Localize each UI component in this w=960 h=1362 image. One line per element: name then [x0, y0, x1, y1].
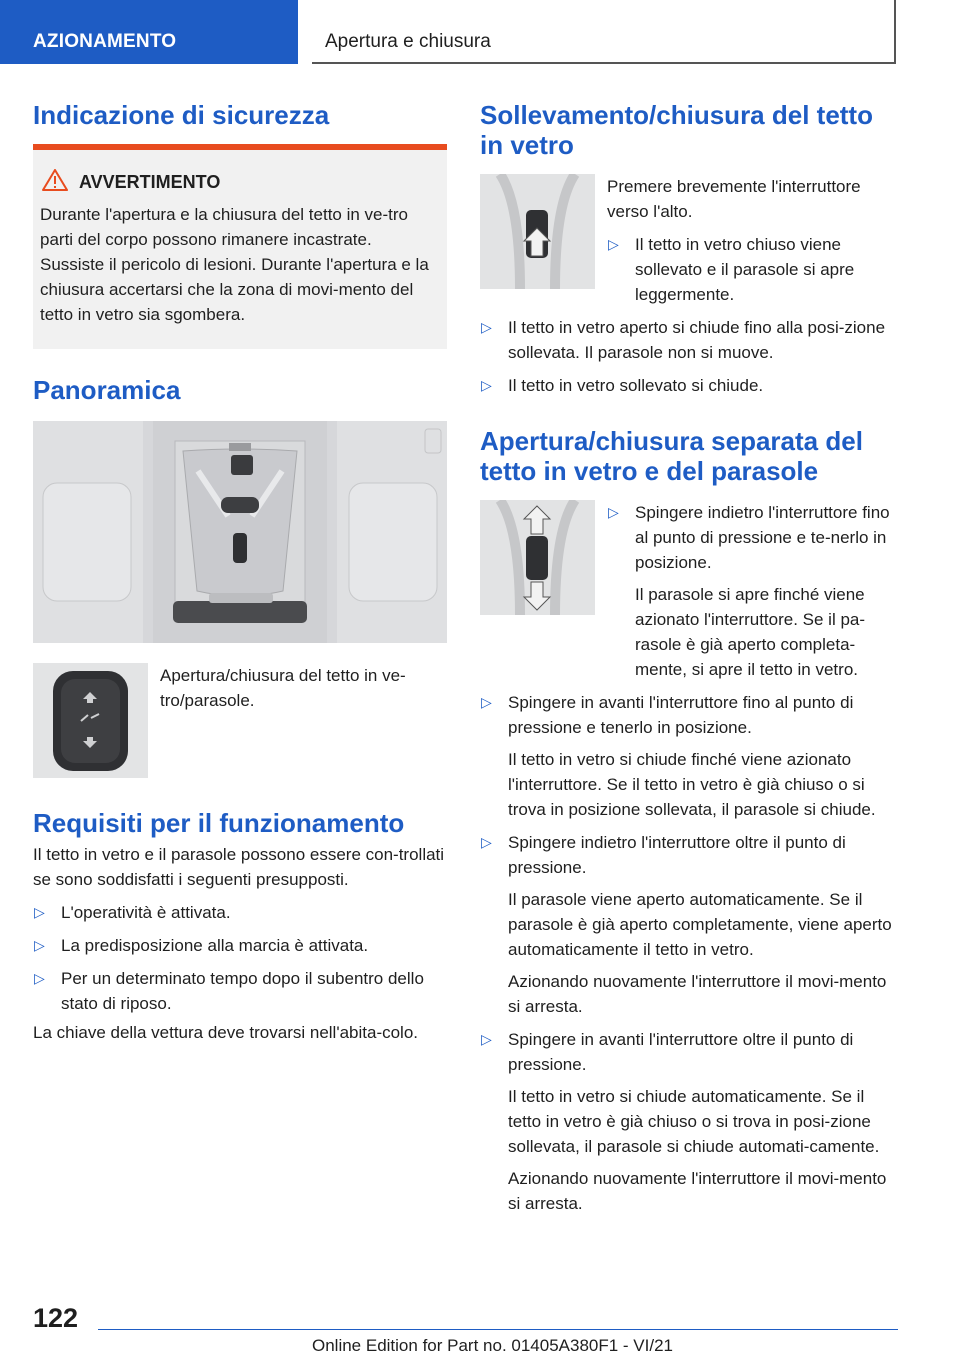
requirements-intro: Il tetto in vetro e il parasole possono essere con-trollati se sono soddisfatti i seguenti presupposti. — [33, 845, 445, 889]
bullet-triangle-icon: ▷ — [34, 904, 45, 920]
bullet-triangle-icon: ▷ — [481, 834, 492, 850]
header-chapter-title: Apertura e chiusura — [312, 0, 896, 64]
list-item: ▷ Per un determinato tempo dopo il subentro dello stato di riposo. — [33, 966, 447, 1016]
overhead-console-photo — [33, 421, 447, 643]
roof-switch-photo — [33, 663, 148, 778]
raise-heading: Sollevamento/chiusura del tetto in vetro — [480, 100, 873, 160]
list-item: ▷ La predisposizione alla marcia è attivata. — [33, 933, 447, 958]
list-item: ▷ Il tetto in vetro sollevato si chiude. — [480, 373, 898, 398]
separate-heading: Apertura/chiusura separata del tetto in vetro e del parasole — [480, 426, 863, 486]
page-number: 122 — [33, 1303, 79, 1333]
left-column — [33, 100, 447, 1045]
requirements-list — [33, 900, 447, 1016]
raise-figure — [480, 174, 898, 307]
list-item: ▷ Il tetto in vetro aperto si chiude fino alla posi-zione sollevata. Il parasole non si muove. — [480, 315, 898, 365]
separate-list — [480, 690, 898, 1216]
bullet-triangle-icon: ▷ — [34, 937, 45, 953]
switch-push-up-photo — [480, 174, 595, 289]
bullet-triangle-icon: ▷ — [481, 319, 492, 335]
switch-push-both-photo — [480, 500, 595, 615]
list-item: ▷ Il tetto in vetro chiuso viene sollevato e il parasole si apre leggermente. — [607, 232, 897, 307]
bullet-triangle-icon: ▷ — [34, 970, 45, 986]
warning-title: AVVERTIMENTO — [79, 172, 221, 192]
header-section-tab: AZIONAMENTO — [0, 0, 298, 64]
warning-triangle-icon — [40, 169, 79, 196]
list-item: ▷ Spingere indietro l'interruttore oltre il punto di pressione. Il parasole viene aperto automaticamente. Se il parasole è già aperto completamente, viene aperto automaticamente il tetto in vetro. Azionando nuovamente l'interruttore il movi-mento si arresta. — [480, 830, 898, 1019]
list-item: ▷ Spingere in avanti l'interruttore oltre il punto di pressione. Il tetto in vetro si chiude automaticamente. Se il tetto in vetro è già chiuso o si trova in posi-zione sollevata, il parasole si chiude automati-camente. Azionando nuovamente l'interruttore il movi-mento si arresta. — [480, 1027, 898, 1216]
bullet-triangle-icon: ▷ — [481, 377, 492, 393]
key-note: La chiave della vettura deve trovarsi nell'abita-colo. — [33, 1023, 419, 1042]
footer-divider — [98, 1329, 898, 1330]
raise-list — [480, 315, 898, 398]
warning-text: Durante l'apertura e la chiusura del tetto in ve-tro parti del corpo possono rimanere incastrate. Sussiste il pericolo di lesioni. Durante l'apertura e la chiusura accertarsi che la zona di movi-mento del tetto in vetro sia sgombera. — [40, 205, 429, 324]
bullet-triangle-icon: ▷ — [481, 694, 492, 710]
list-item: ▷ Spingere indietro l'interruttore fino al punto di pressione e te-nerlo in posizione. Il parasole si apre finché viene azionato l'interruttore. Se il pa-rasole è già aperto completa-mente, si apre il tetto in vetro. — [607, 500, 897, 682]
switch-figure — [33, 663, 447, 778]
bullet-triangle-icon: ▷ — [608, 504, 619, 520]
safety-heading: Indicazione di sicurezza — [33, 100, 330, 130]
switch-caption: Apertura/chiusura del tetto in ve-tro/parasole. — [160, 666, 406, 710]
footer-edition: Online Edition for Part no. 01405A380F1 - VI/21 — [312, 1336, 674, 1355]
separate-figure — [480, 500, 898, 682]
overview-heading: Panoramica — [33, 375, 181, 405]
warning-box — [33, 144, 447, 349]
bullet-triangle-icon: ▷ — [608, 236, 619, 252]
raise-intro: Premere brevemente l'interruttore verso l'alto. — [607, 177, 861, 221]
right-column — [480, 100, 898, 1216]
requirements-heading: Requisiti per il funzionamento — [33, 808, 405, 838]
bullet-triangle-icon: ▷ — [481, 1031, 492, 1047]
list-item: ▷ Spingere in avanti l'interruttore fino al punto di pressione e tenerlo in posizione. Il tetto in vetro si chiude finché viene azionato l'interruttore. Se il tetto in vetro è già chiuso o si trova in posizione sollevata, il parasole si chiude. — [480, 690, 898, 822]
list-item: ▷ L'operatività è attivata. — [33, 900, 447, 925]
